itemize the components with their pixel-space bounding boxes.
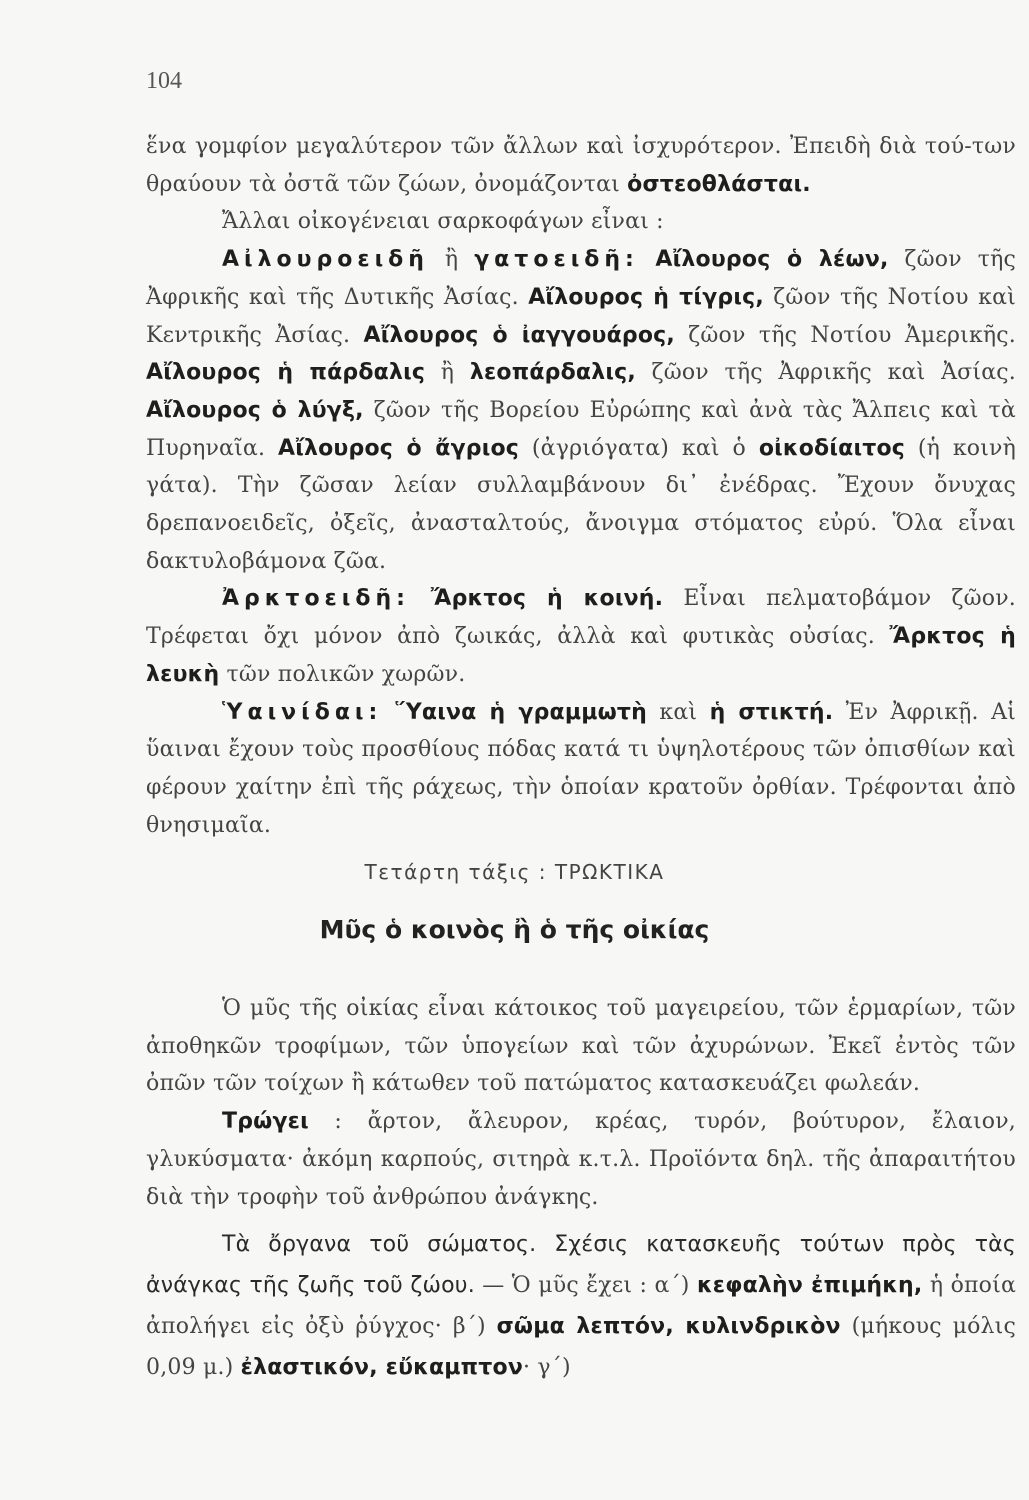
text-run: (ἀγριόγατα) καὶ ὁ: [519, 435, 759, 461]
paragraph-organs: [146, 1224, 1016, 1388]
page-number: 104: [146, 68, 182, 94]
text-run: : ἄρτον, ἄλευρον, κρέας, τυρόν, βούτυρον, ἔλαιον, γλυκύσματα· ἀκόμη καρπούς, σιτηρὰ κ.τ.λ. Προϊόντα δηλ. τῆς ἀπαραιτήτου διὰ τὴν τροφὴν τοῦ ἀνθρώπου ἀνάγκης.: [146, 1109, 1016, 1210]
text-run: ἕνα γομφίον μεγαλύτερον τῶν ἄλλων καὶ ἰσχυρότερον. Ἐπειδὴ διὰ τού-των θραύουν τὰ ὀστᾶ τῶν ζώων, ὀνομάζονται: [146, 134, 1016, 197]
species-jaguar: Αἴλουρος ὁ ἰαγγουάρος,: [363, 322, 675, 348]
subheading-organs: Τὰ ὄργανα τοῦ σώματος. Σχέσις κατασκευῆς τούτων πρὸς τὰς ἀνάγκας τῆς ζωῆς τοῦ ζώου.: [146, 1232, 1016, 1299]
family-name-arktoeide: Ἀρκτοειδῆ:: [222, 586, 410, 612]
text-run: ζῶον τῆς Ἀφρικῆς καὶ Ἀσίας.: [635, 360, 1016, 386]
species-tiger: Αἴλουρος ἡ τίγρις,: [528, 284, 764, 310]
paragraph-arktoeide: [146, 580, 1016, 693]
text-run: (μήκους μόλις 0,09 μ.): [146, 1314, 1017, 1381]
text-run: ἢ: [428, 247, 475, 273]
text-run: (ἡ κοινὴ γάτα). Τὴν ζῶσαν λείαν συλλαμβάνουν δι᾽ ἐνέδρας. Ἔχουν ὄνυχας δρεπανοειδεῖς, ὀξεῖς, ἀνασταλτούς, ἄνοιγμα στόματος εὐρύ. Ὅλα εἶναι δακτυλοβάμονα ζῶα.: [146, 435, 1017, 574]
term-osteothlastai: ὀστεοθλάσται.: [627, 171, 811, 197]
family-name-hyainidai: Ὑαινίδαι:: [222, 699, 383, 725]
species-spotted-hyena: ἡ στικτή.: [709, 699, 834, 725]
term-eats: Τρώγει: [222, 1109, 309, 1135]
term-elongated-head: κεφαλὴν ἐπιμήκη,: [696, 1273, 923, 1299]
species-housecat: οἰκοδίαιτος: [758, 435, 906, 461]
text-run: ἢ: [425, 360, 470, 386]
text-run: ζῶον τῆς Βορείου Εὐρώπης καὶ ἀνὰ τὰς Ἄλπεις καὶ τὰ Πυρηναῖα.: [146, 397, 1016, 461]
paragraph-habitat: Ὁ μῦς τῆς οἰκίας εἶναι κάτοικος τοῦ μαγειρείου, τῶν ἑρμαρίων, τῶν ἀποθηκῶν τροφίμων, τῶν ὑπογείων καὶ τῶν ἀχυρώνων. Ἐκεῖ ἐντὸς τῶν ὀπῶν τῶν τοίχων ἢ κάτωθεν τοῦ πατώματος κατασκευάζει φωλεάν.: [146, 996, 1016, 1097]
text-run: ζῶον τῆς Ἀφρικῆς καὶ τῆς Δυτικῆς Ἀσίας.: [146, 247, 1016, 310]
carnivore-text: [146, 128, 1016, 844]
section-title: Μῦς ὁ κοινὸς ἢ ὁ τῆς οἰκίας: [319, 915, 710, 944]
species-wildcat: Αἴλουρος ὁ ἄγριος: [278, 435, 520, 461]
species-lion: Αἴλουρος ὁ λέων,: [638, 247, 889, 273]
paragraph-ailouroeide: [146, 241, 1016, 580]
species-leopard: λεοπάρδαλις,: [469, 360, 636, 386]
paragraph-diet: [146, 1103, 1016, 1216]
text-run: ἡ ὁποία ἀπολήγει εἰς ὀξὺ ῥύγχος· β΄): [146, 1273, 1017, 1340]
text-run: · γ΄): [523, 1355, 571, 1381]
text-run: ζῶον τῆς Νοτίου καὶ Κεντρικῆς Ἀσίας.: [146, 284, 1016, 348]
term-elastic-flexible: ἐλαστικόν, εὔκαμπτον: [240, 1355, 524, 1381]
text-run: καὶ: [647, 699, 710, 725]
species-panther: Αἴλουρος ἡ πάρδαλις: [146, 360, 426, 386]
text-run: — Ὁ μῦς ἔχει : α΄): [474, 1273, 697, 1299]
species-striped-hyena: Ὕαινα ἡ γραμμωτὴ: [382, 699, 648, 725]
text-run: ζῶον τῆς Νοτίου Ἀμερικῆς.: [674, 322, 1017, 348]
mouse-text: [146, 990, 1016, 1388]
term-slender-body: σῶμα λεπτόν, κυλινδρικὸν: [496, 1314, 841, 1340]
species-common-bear: Ἄρκτος ἡ κοινή.: [409, 586, 664, 612]
text-run: Ἐν Ἀφρικῇ. Αἱ ὕαιναι ἔχουν τοὺς προσθίους πόδας κατά τι ὑψηλοτέρους τῶν ὀπισθίων καὶ φέρουν χαίτην ἐπὶ τῆς ράχεως, τὴν ὁποίαν κρατοῦν ὀρθίαν. Τρέφονται ἀπὸ θνησιμαῖα.: [146, 699, 1017, 838]
species-polar-bear: Ἄρκτος ἡ λευκὴ: [146, 624, 1016, 687]
species-lynx: Αἴλουρος ὁ λύγξ,: [146, 397, 364, 423]
family-name-ailouroeide: Αἰλουροειδῆ: [222, 247, 429, 273]
paragraph-hyainidai: [146, 694, 1016, 845]
order-heading: Τετάρτη τάξις : ΤΡΩΚΤΙΚΑ: [364, 860, 665, 884]
text-run: Εἶναι πελματοβάμον ζῶον. Τρέφεται ὄχι μόνον ἀπὸ ζωικάς, ἀλλὰ καὶ φυτικὰς οὐσίας.: [146, 586, 1016, 650]
paragraph-intro-families: Ἄλλαι οἰκογένειαι σαρκοφάγων εἶναι :: [222, 209, 664, 235]
family-name-gatoeide: γατοειδῆ:: [474, 247, 639, 273]
text-run: τῶν πολικῶν χωρῶν.: [219, 661, 466, 687]
paragraph-teeth: [146, 128, 1016, 203]
